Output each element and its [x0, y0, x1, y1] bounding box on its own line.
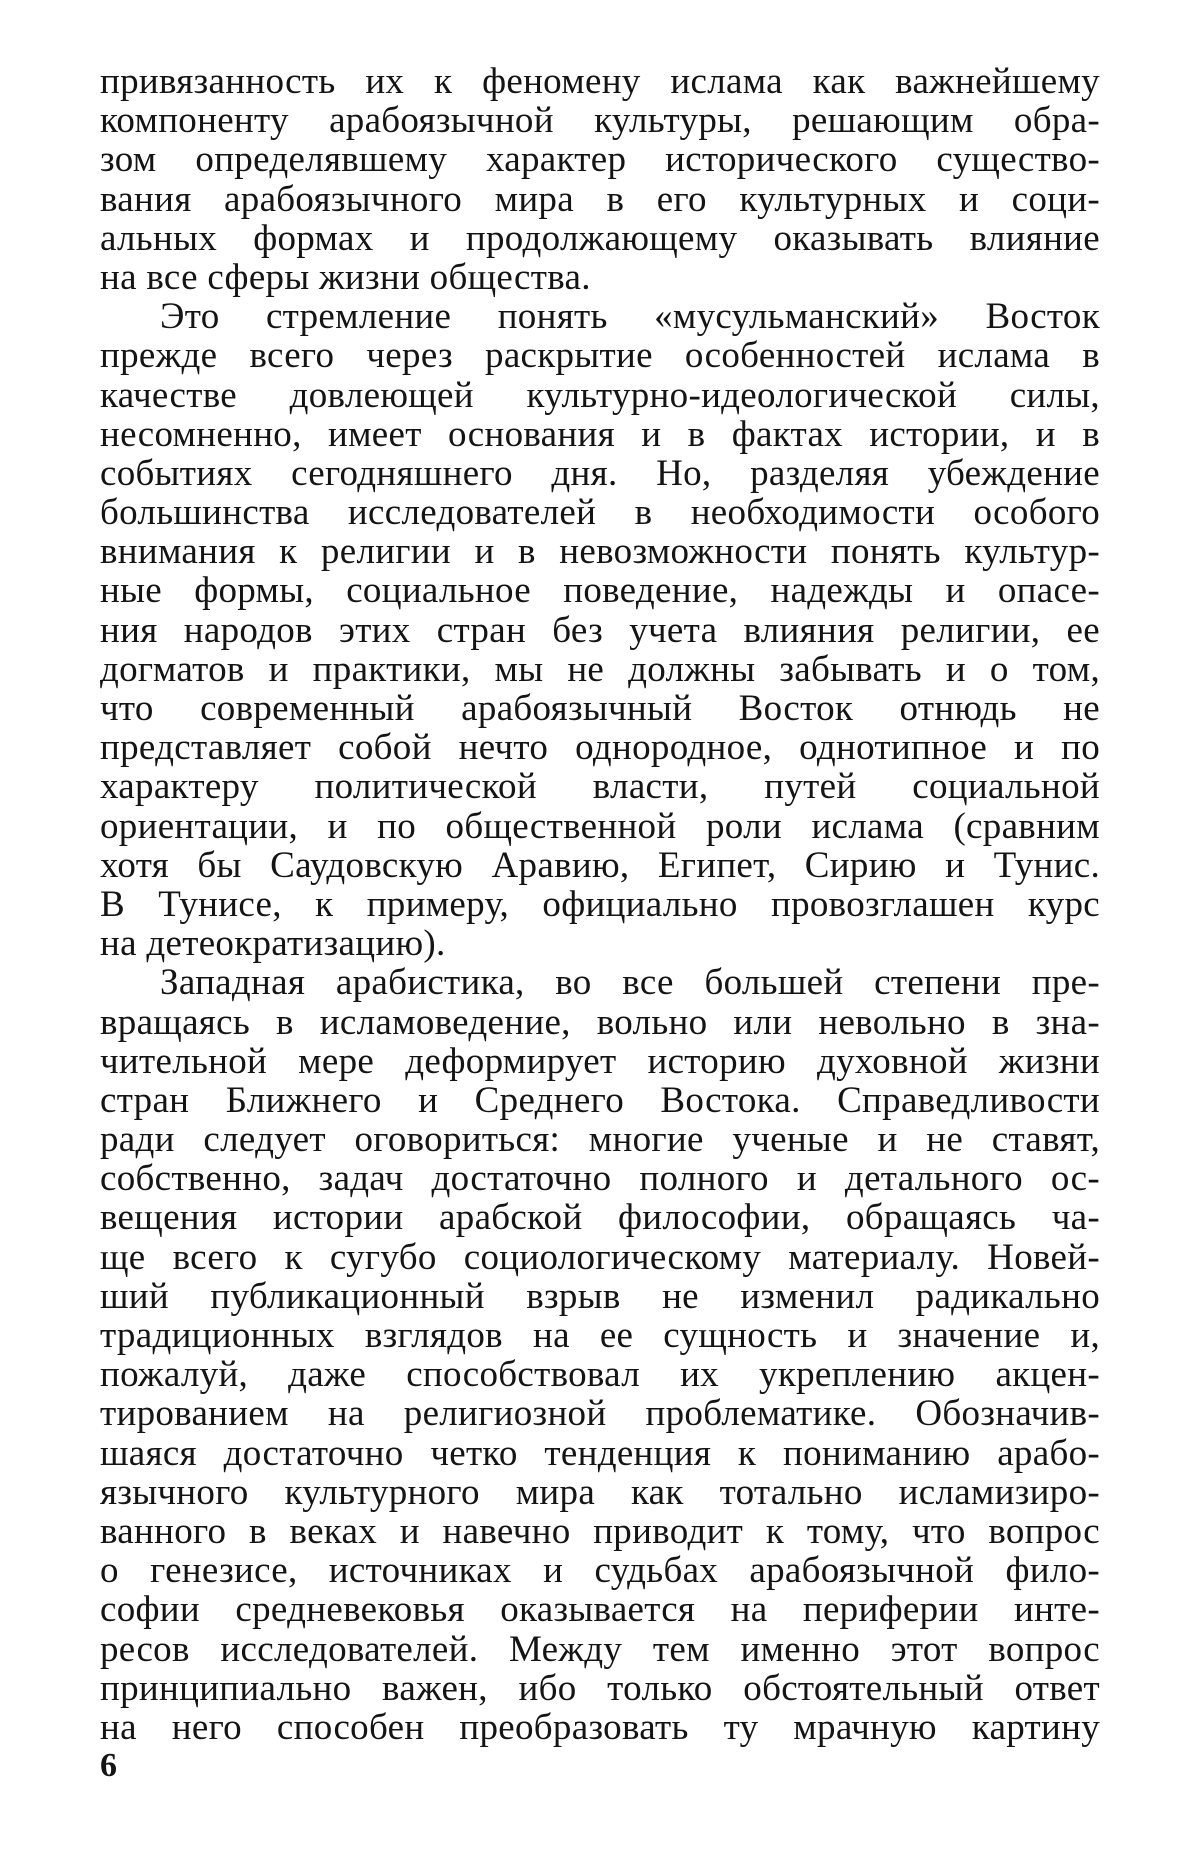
- paragraph: [100, 297, 1100, 963]
- text-line: тированием на религиозной проблематике. Обозначив-: [100, 1393, 1100, 1435]
- body-text: [100, 62, 1100, 1747]
- text-line: стран Ближнего и Среднего Востока. Справедливости: [100, 1079, 1100, 1121]
- text-line: привязанность их к феномену ислама как важнейшему: [100, 61, 1100, 102]
- text-line: хотя бы Саудовскую Аравию, Египет, Сирию и Тунис.: [100, 844, 1100, 886]
- text-line: на все сферы жизни общества.: [100, 256, 591, 298]
- text-line: ния народов этих стран без учета влияния религии, ее: [100, 609, 1100, 651]
- text-line: представляет собой нечто однородное, однотипное и по: [100, 727, 1100, 769]
- text-line: событиях сегодняшнего дня. Но, разделяя убеждение: [100, 452, 1100, 494]
- text-line: качестве довлеющей культурно-идеологической силы,: [100, 374, 1100, 416]
- text-line: на детеократизацию).: [100, 923, 446, 965]
- text-line: о генезисе, источниках и судьбах арабоязычной фило-: [100, 1550, 1100, 1592]
- text-line: софии средневековья оказывается на периферии инте-: [100, 1589, 1100, 1631]
- text-line: альных формах и продолжающему оказывать влияние: [100, 217, 1100, 259]
- text-line: чительной мере деформирует историю духовной жизни: [100, 1040, 1100, 1082]
- paragraph: [100, 963, 1100, 1747]
- text-line: ший публикационный взрыв не изменил радикально: [100, 1275, 1100, 1317]
- text-line: характеру политической власти, путей социальной: [100, 766, 1100, 808]
- text-line: В Тунисе, к примеру, официально провозглашен курс: [100, 883, 1100, 925]
- text-line: собственно, задач достаточно полного и детального ос-: [100, 1158, 1100, 1200]
- text-line: вещения истории арабской философии, обращаясь ча-: [100, 1197, 1100, 1239]
- text-line: ванного в веках и навечно приводит к тому, что вопрос: [100, 1510, 1100, 1552]
- text-line: ориентации, и по общественной роли ислама (сравним: [100, 805, 1100, 847]
- text-line: зом определявшему характер исторического существо-: [100, 139, 1100, 181]
- text-line: прежде всего через раскрытие особенностей ислама в: [100, 335, 1100, 377]
- page: [100, 62, 1100, 1747]
- text-line: что современный арабоязычный Восток отнюдь не: [100, 688, 1100, 729]
- text-line: шаяся достаточно четко тенденция к пониманию арабо-: [100, 1432, 1100, 1474]
- text-line: внимания к религии и в невозможности понять культур-: [100, 531, 1100, 573]
- text-line: ресов исследователей. Между тем именно этот вопрос: [100, 1628, 1100, 1670]
- text-line: принципиально важен, ибо только обстоятельный ответ: [100, 1667, 1100, 1709]
- text-line: пожалуй, даже способствовал их укреплению акцен-: [100, 1354, 1100, 1396]
- text-line: традиционных взглядов на ее сущность и значение и,: [100, 1315, 1100, 1356]
- text-line: ще всего к сугубо социологическому материалу. Новей-: [100, 1236, 1100, 1278]
- text-line: вания арабоязычного мира в его культурных и соци-: [100, 178, 1100, 220]
- text-line: Западная арабистика, во все большей степени пре-: [160, 962, 1100, 1004]
- text-line: ради следует оговориться: многие ученые и не ставят,: [100, 1119, 1100, 1161]
- text-line: компоненту арабоязычной культуры, решающим обра-: [100, 100, 1100, 142]
- text-line: Это стремление понять «мусульманский» Восток: [160, 296, 1100, 338]
- text-line: ные формы, социальное поведение, надежды и опасе-: [100, 570, 1100, 612]
- text-line: большинства исследователей в необходимости особого: [100, 492, 1100, 534]
- page-number: 6: [100, 1747, 117, 1784]
- text-line: на него способен преобразовать ту мрачную картину: [100, 1706, 1100, 1748]
- text-line: догматов и практики, мы не должны забывать и о том,: [100, 648, 1100, 690]
- text-line: вращаясь в исламоведение, вольно или невольно в зна-: [100, 1001, 1100, 1043]
- paragraph: [100, 62, 1100, 297]
- text-line: язычного культурного мира как тотально исламизиро-: [100, 1471, 1100, 1513]
- text-line: несомненно, имеет основания и в фактах истории, и в: [100, 413, 1100, 455]
